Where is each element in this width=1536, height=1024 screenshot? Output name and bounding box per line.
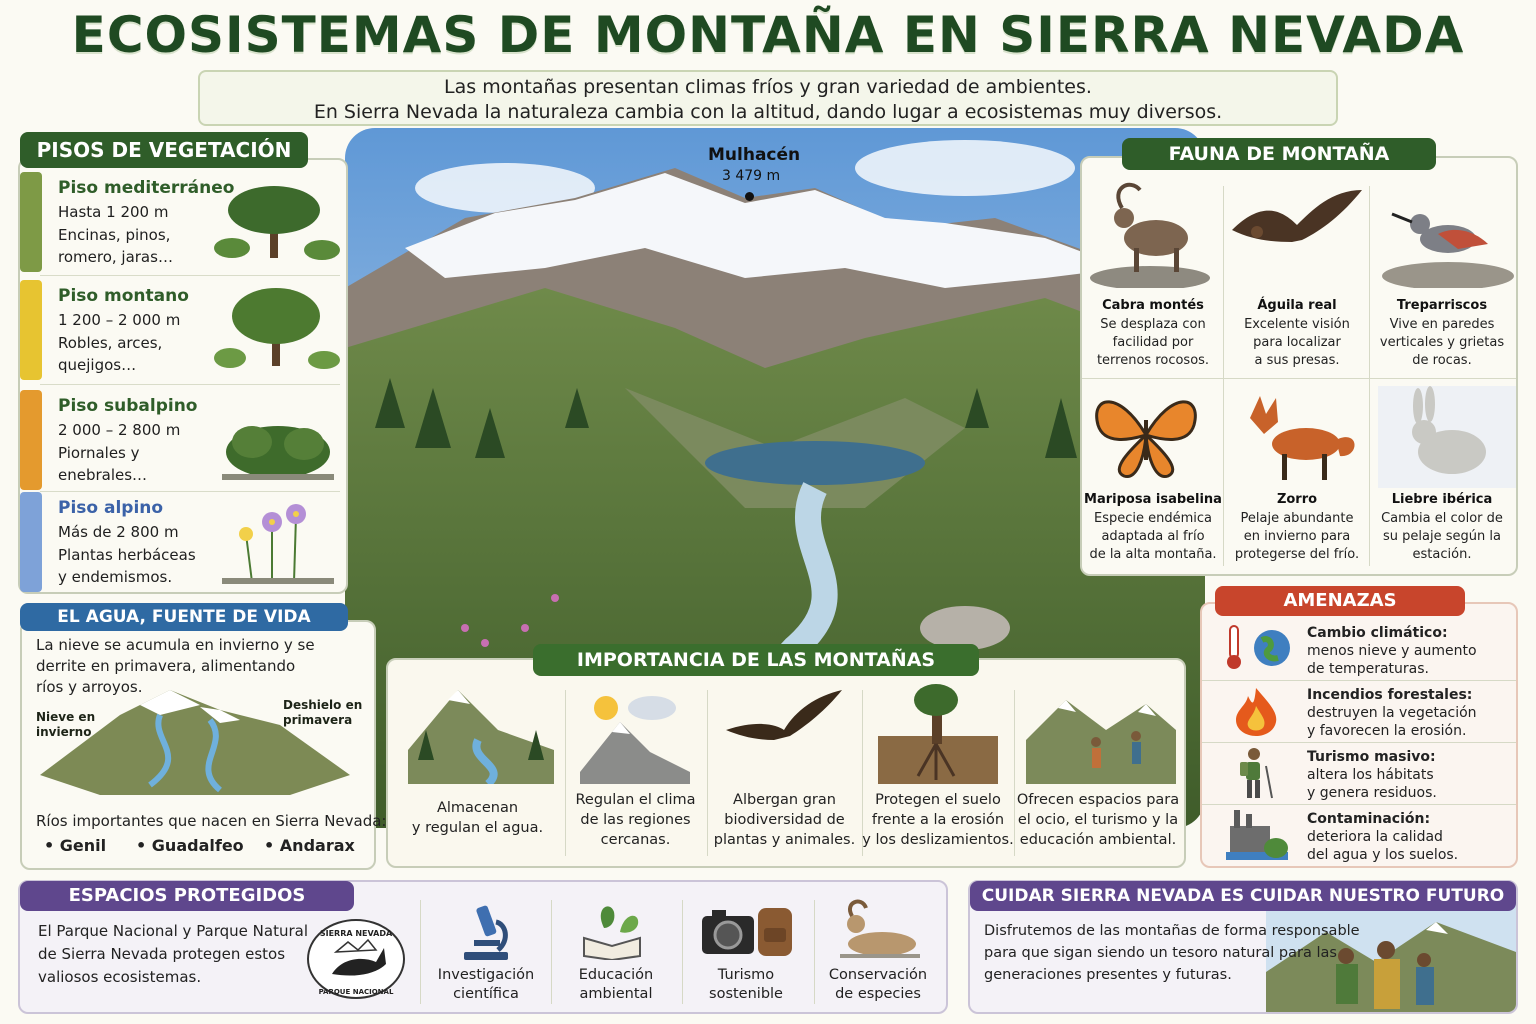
animal-card: Águila real Excelente visión para localizar a sus presas.: [1224, 298, 1370, 370]
thermometer-globe-icon: [1222, 624, 1294, 670]
piso-desc-1: Piornales y: [58, 444, 140, 462]
piso-desc-1: Robles, arces,: [58, 334, 163, 352]
threat-title: Contaminación:: [1307, 811, 1431, 827]
animal-name: Treparriscos: [1396, 298, 1488, 313]
piso-divider: [40, 384, 340, 385]
animal-name: Liebre ibérica: [1391, 492, 1493, 507]
rivers-title: Ríos importantes que nacen en Sierra Nevada:: [36, 812, 387, 830]
ibex-resting-icon: [836, 896, 920, 960]
espacios-text: El Parque Nacional y Parque Natural de Sierra Nevada protegen estos valiosos ecosistemas.: [38, 922, 309, 986]
animal-card: Liebre ibérica Cambia el color de su pelaje según la estación.: [1369, 492, 1515, 564]
wallcreeper-icon: [1378, 184, 1516, 288]
shrub-icon: [212, 392, 342, 484]
book-leaves-icon: [580, 898, 644, 960]
threat-title: Incendios forestales:: [1307, 687, 1473, 703]
piso-color-bar: [20, 172, 42, 272]
eagle-icon: [1232, 180, 1362, 280]
piso-altitude: Hasta 1 200 m: [58, 203, 169, 221]
animal-card: Zorro Pelaje abundante en invierno para protegerse del frío.: [1224, 492, 1370, 564]
fauna-divider: [1082, 378, 1516, 379]
hiker-icon: [1232, 746, 1282, 800]
peak-name-label: Mulhacén: [708, 145, 801, 165]
cuidar-text: Disfrutemos de las montañas de forma responsable para que sigan siendo un tesoro natural para las generaciones presentes y futuras.: [984, 923, 1360, 983]
animal-name: Zorro: [1276, 492, 1318, 507]
piso-item: [20, 488, 346, 592]
weather-mountain-icon: [580, 682, 690, 784]
piso-name: Piso montano: [58, 286, 189, 306]
piso-desc-2: enebrales…: [58, 466, 148, 484]
piso-name: Piso subalpino: [58, 396, 198, 416]
importancia-item: Albergan gran biodiversidad de plantas y animales.: [713, 792, 856, 848]
threat-divider: [1202, 680, 1516, 681]
piso-altitude: 1 200 – 2 000 m: [58, 311, 181, 329]
thaw-spring-label: Deshielo en primavera: [283, 698, 363, 727]
animal-name: Águila real: [1257, 298, 1337, 313]
ibex-icon: [1090, 178, 1220, 288]
eagle-flying-icon: [726, 690, 842, 750]
threat-title: Cambio climático:: [1307, 625, 1448, 641]
microscope-icon: [458, 900, 514, 962]
espacios-header: ESPACIOS PROTEGIDOS: [20, 881, 354, 911]
animal-name: Cabra montés: [1102, 298, 1204, 313]
butterfly-icon: [1090, 390, 1202, 480]
animal-name: Mariposa isabelina: [1084, 492, 1222, 507]
logo-top-text: SIERRA NEVADA: [319, 929, 393, 938]
agua-text-1: La nieve se acumula en invierno y se: [36, 636, 315, 654]
oak-tree-icon: [212, 174, 342, 266]
amenazas-header: AMENAZAS: [1215, 586, 1465, 616]
piso-color-bar: [20, 390, 42, 490]
fire-icon: [1228, 686, 1284, 736]
threat-divider: [1202, 742, 1516, 743]
threat-item: Contaminación: deteriora la calidad del agua y los suelos.: [1307, 811, 1459, 863]
snow-winter-label: Nieve en invierno: [36, 710, 96, 739]
animal-card: Treparriscos Vive en paredes verticales y grietas de rocas.: [1369, 298, 1515, 370]
piso-name: Piso alpino: [58, 498, 164, 518]
espacios-divider: [420, 900, 421, 1004]
mountain-river-icon: [408, 680, 554, 784]
piso-desc-1: Encinas, pinos,: [58, 226, 171, 244]
espacios-item: Turismo sostenible: [709, 967, 783, 1002]
piso-desc-2: quejigos…: [58, 356, 137, 374]
animal-card: Mariposa isabelina Especie endémica adaptada al frío de la alta montaña.: [1080, 492, 1226, 564]
threat-title: Turismo masivo:: [1307, 749, 1436, 765]
intro-line-1: Las montañas presentan climas fríos y gran variedad de ambientes.: [444, 76, 1092, 98]
importancia-item: Almacenan y regulan el agua.: [411, 800, 544, 836]
river-item: • Genil: [44, 836, 107, 855]
espacios-divider: [682, 900, 683, 1004]
intro-box: [198, 70, 1338, 126]
hare-icon: [1378, 386, 1516, 488]
agua-text-3: ríos y arroyos.: [36, 678, 143, 696]
piso-color-bar: [20, 280, 42, 380]
animal-card: Cabra montés Se desplaza con facilidad por terrenos rocosos.: [1080, 298, 1226, 370]
importancia-item: Protegen el suelo frente a la erosión y los deslizamientos.: [862, 792, 1014, 848]
factory-pollution-icon: [1226, 806, 1288, 862]
river-item: • Andarax: [264, 836, 355, 855]
piso-desc-2: romero, jaras…: [58, 248, 173, 266]
alpine-flower-icon: [212, 494, 342, 586]
tree-roots-soil-icon: [878, 684, 998, 784]
espacios-item: Conservación de especies: [828, 967, 928, 1002]
fauna-header: FAUNA DE MONTAÑA: [1122, 138, 1436, 170]
logo-bottom-text: PARQUE NACIONAL: [318, 988, 394, 996]
piso-color-bar: [20, 492, 42, 592]
threat-item: Cambio climático: menos nieve y aumento de temperaturas.: [1307, 625, 1477, 677]
deciduous-tree-icon: [212, 282, 342, 374]
piso-item: [20, 168, 346, 272]
intro-line-2: En Sierra Nevada la naturaleza cambia con la altitud, dando lugar a ecosistemas muy diversos.: [313, 101, 1223, 123]
importancia-item: Regulan el clima de las regiones cercanas.: [575, 792, 696, 848]
cuidar-header: CUIDAR SIERRA NEVADA ES CUIDAR NUESTRO FUTURO: [970, 881, 1516, 911]
piso-desc-1: Plantas herbáceas: [58, 546, 196, 564]
pisos-header: PISOS DE VEGETACIÓN: [20, 132, 308, 168]
piso-altitude: 2 000 – 2 800 m: [58, 421, 181, 439]
fox-icon: [1236, 388, 1360, 484]
importancia-header: IMPORTANCIA DE LAS MONTAÑAS: [533, 644, 979, 676]
piso-desc-2: y endemismos.: [58, 568, 173, 586]
national-park-logo: [306, 918, 406, 1000]
peak-pin-icon: [745, 192, 754, 201]
importancia-item: Ofrecen espacios para el ocio, el turismo y la educación ambiental.: [1016, 792, 1180, 848]
piso-item: [20, 276, 346, 380]
river-item: • Guadalfeo: [136, 836, 244, 855]
camera-backpack-icon: [702, 902, 794, 960]
threat-divider: [1202, 804, 1516, 805]
espacios-item: Educación ambiental: [578, 967, 654, 1002]
piso-name: Piso mediterráneo: [58, 178, 235, 198]
page-title: ECOSISTEMAS DE MONTAÑA EN SIERRA NEVADA: [71, 6, 1465, 64]
agua-text-2: derrite en primavera, alimentando: [36, 657, 296, 675]
threat-item: Turismo masivo: altera los hábitats y genera residuos.: [1307, 749, 1437, 801]
threat-item: Incendios forestales: destruyen la vegetación y favorecen la erosión.: [1307, 687, 1477, 739]
hikers-landscape-icon: [1026, 690, 1176, 784]
espacios-item: Investigación científica: [437, 967, 535, 1002]
agua-header: EL AGUA, FUENTE DE VIDA: [20, 603, 348, 631]
peak-altitude-label: 3 479 m: [722, 168, 781, 184]
espacios-divider: [814, 900, 815, 1004]
espacios-divider: [551, 900, 552, 1004]
piso-item: [20, 386, 346, 490]
piso-altitude: Más de 2 800 m: [58, 523, 179, 541]
